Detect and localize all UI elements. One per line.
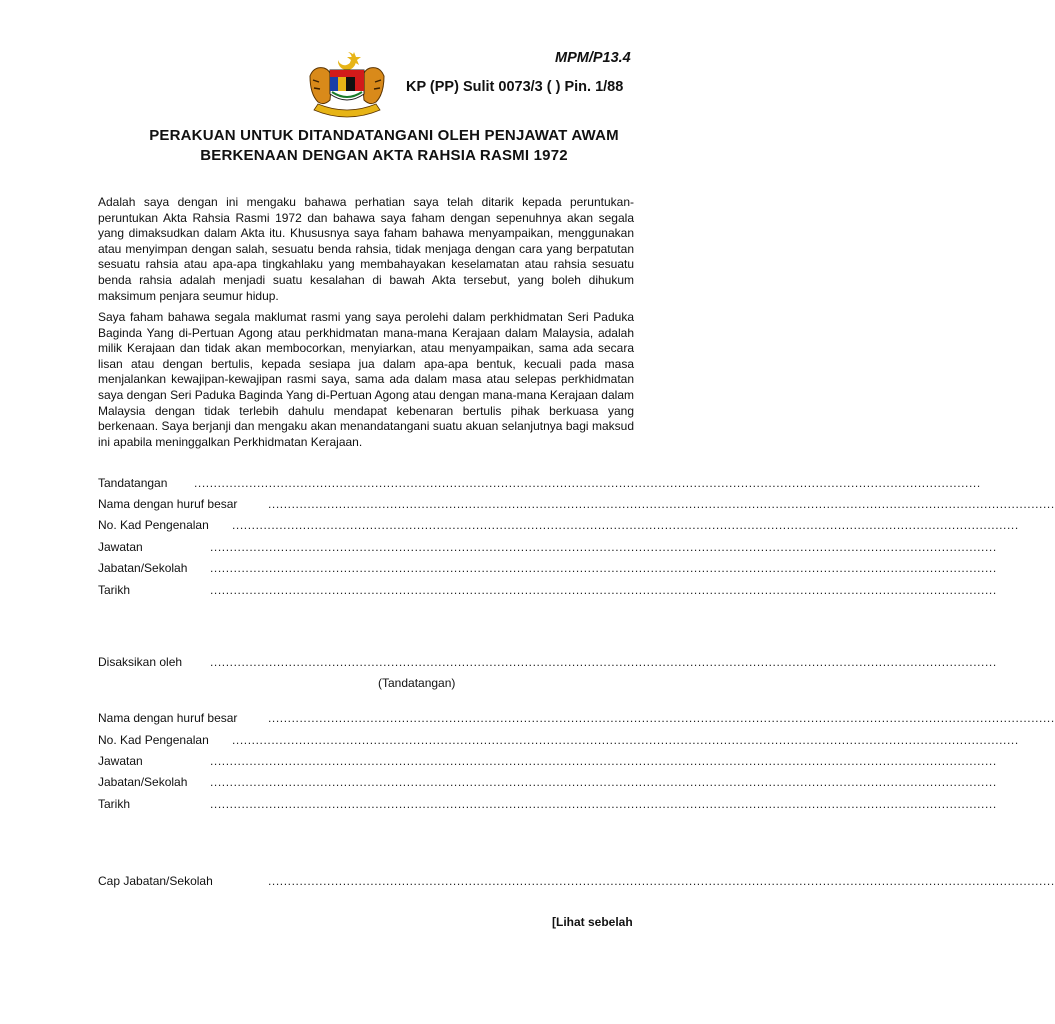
department-stamp-field[interactable] — [98, 874, 1055, 890]
department-line[interactable]: ........................................................................................................................................................................................................ — [210, 561, 997, 575]
department-stamp-line[interactable]: ........................................................................................................................................................................................................ — [268, 874, 1055, 888]
name-line[interactable]: ........................................................................................................................................................................................................ — [268, 497, 1055, 511]
witness-position-label: Jawatan — [98, 754, 143, 768]
continue-overleaf: [Lihat sebelah — [552, 915, 633, 929]
witness-date-field[interactable] — [98, 797, 997, 813]
witness-department-label: Jabatan/Sekolah — [98, 775, 188, 789]
document-title-line-2: BERKENAAN DENGAN AKTA RAHSIA RASMI 1972 — [200, 147, 568, 164]
department-label: Jabatan/Sekolah — [98, 561, 188, 575]
witness-ic-number-line[interactable]: ........................................................................................................................................................................................................ — [232, 733, 1019, 747]
malaysia-coat-of-arms-icon — [304, 46, 390, 120]
date-line[interactable]: ........................................................................................................................................................................................................ — [210, 583, 997, 597]
witness-ic-number-label: No. Kad Pengenalan — [98, 733, 209, 747]
witness-name-line[interactable]: ........................................................................................................................................................................................................ — [268, 711, 1055, 725]
position-field[interactable] — [98, 540, 997, 556]
position-line[interactable]: ........................................................................................................................................................................................................ — [210, 540, 997, 554]
department-field[interactable] — [98, 561, 997, 577]
witness-name-label: Nama dengan huruf besar — [98, 711, 238, 725]
signature-field[interactable] — [98, 476, 981, 492]
witness-department-field[interactable] — [98, 775, 997, 791]
witness-position-field[interactable] — [98, 754, 997, 770]
ic-number-line[interactable]: ........................................................................................................................................................................................................ — [232, 518, 1019, 532]
name-label: Nama dengan huruf besar — [98, 497, 238, 511]
witness-date-label: Tarikh — [98, 797, 131, 811]
ic-number-label: No. Kad Pengenalan — [98, 518, 209, 532]
witness-department-line[interactable]: ........................................................................................................................................................................................................ — [210, 775, 997, 789]
name-field[interactable] — [98, 497, 1055, 513]
witnessed-by-label: Disaksikan oleh — [98, 655, 183, 669]
file-reference: KP (PP) Sulit 0073/3 ( ) Pin. 1/88 — [406, 79, 624, 95]
witness-signature-field[interactable] — [98, 655, 997, 671]
declaration-paragraph-2: Saya faham bahawa segala maklumat rasmi yang saya perolehi dalam perkhidmatan Seri Paduka Baginda Yang di-Pertuan Agong atau perkhidmatan mana-mana Kerajaan dalam Malaysia, adalah milik Kerajaan dan tidak akan membocorkan, menyiarkan, atau menyampaikan, sama ada secara lisan atau dengan bertulis, kepada sesiapa jua dalam apa-apa bentuk, kecuali pada masa menjalankan kewajipan-kewajipan rasmi saya, sama ada dalam masa atau selepas perkhidmatan saya dengan Seri Paduka Baginda Yang di-Pertuan Agong atau dengan mana-mana Kerajaan dalam Malaysia dengan tidak terlebih dahulu mendapat kebenaran bertulis pihak berkuasa yang berkenaan. Saya berjanji dan mengaku akan menandatangani suatu akuan selanjutnya bagi maksud ini apabila meninggalkan Perkhidmatan Kerajaan. — [98, 310, 634, 449]
department-stamp-label: Cap Jabatan/Sekolah — [98, 874, 213, 888]
reference-code: MPM/P13.4 — [555, 50, 631, 66]
date-field[interactable] — [98, 583, 997, 599]
witness-date-line[interactable]: ........................................................................................................................................................................................................ — [210, 797, 997, 811]
signature-line[interactable]: ........................................................................................................................................................................................................ — [194, 476, 981, 490]
witness-name-field[interactable] — [98, 711, 1055, 727]
position-label: Jawatan — [98, 540, 143, 554]
witness-signature-caption: (Tandatangan) — [378, 676, 456, 690]
ic-number-field[interactable] — [98, 518, 1019, 534]
date-label: Tarikh — [98, 583, 131, 597]
declaration-paragraph-1: Adalah saya dengan ini mengaku bahawa perhatian saya telah ditarik kepada peruntukan-peruntukan Akta Rahsia Rasmi 1972 dan bahawa saya faham dengan sepenuhnya akan segala yang dimaksudkan dalam Akta itu. Khususnya saya faham bahawa menyampaikan, menggunakan atau menyimpan dengan salah, sesuatu benda rahsia, tidak menjaga dengan cara yang berpatutan sesuatu rahsia atau apa-apa tingkahlaku yang membahayakan keselamatan atau rahsia sesuatu benda rahsia adalah menjadi suatu kesalahan di bawah Akta tersebut, yang boleh dihukum maksimum penjara seumur hidup. — [98, 195, 634, 303]
witness-ic-number-field[interactable] — [98, 733, 1019, 749]
document-title-line-1: PERAKUAN UNTUK DITANDATANGANI OLEH PENJAWAT AWAM — [149, 127, 619, 144]
witness-signature-line[interactable]: ........................................................................................................................................................................................................ — [210, 655, 997, 669]
signature-label: Tandatangan — [98, 476, 168, 490]
witness-position-line[interactable]: ........................................................................................................................................................................................................ — [210, 754, 997, 768]
